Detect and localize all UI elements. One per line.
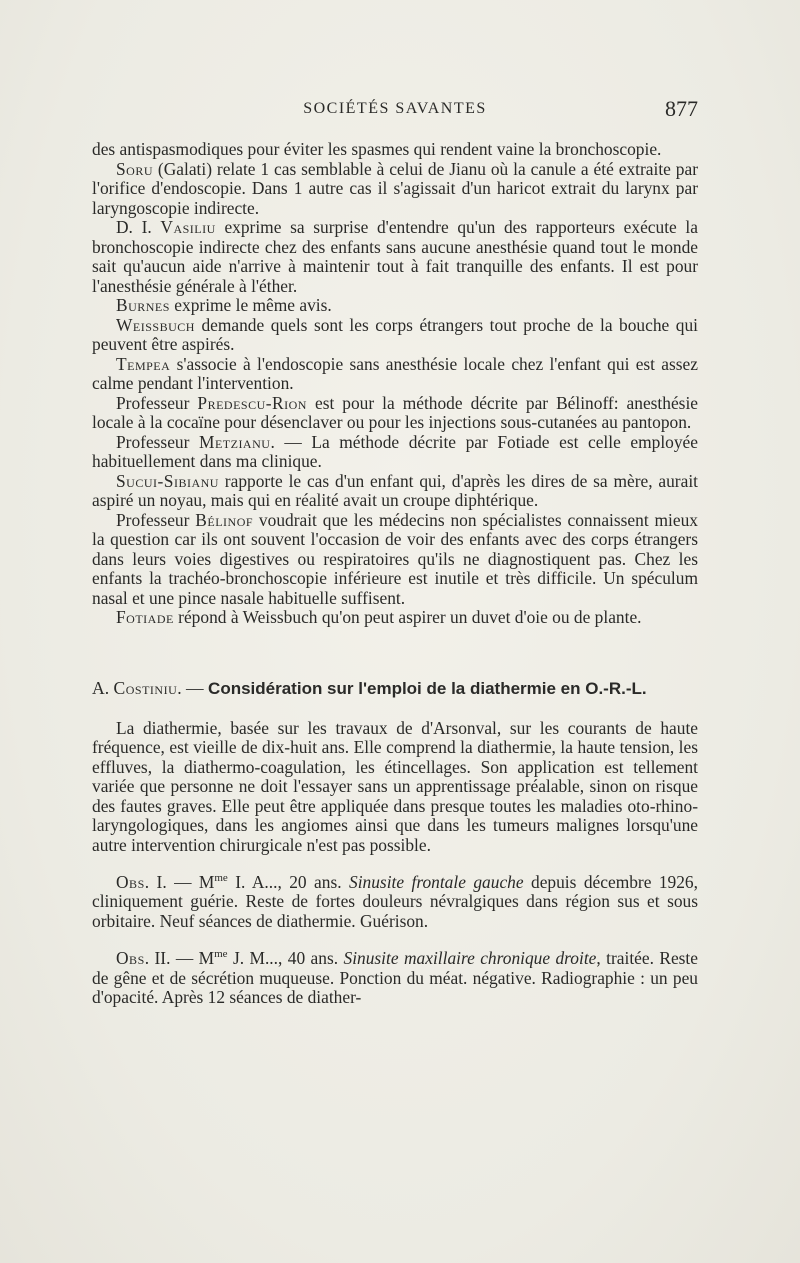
article-author: Costiniu [113, 677, 178, 698]
paragraph: D. I. Vasiliu exprime sa surprise d'entendre qu'un des rapporteurs exécute la bronchoscopie indirecte chez des enfants sans aucune anesthésie quand tout le monde sait qu'aucun aide n'arrive à maintenir tout à fait tranquille des enfants. Il est pour l'anesthésie générale à l'éther. [92, 217, 698, 296]
paragraph: Weissbuch demande quels sont les corps étrangers tout proche de la bouche qui peuvent être aspirés. [92, 314, 698, 354]
paragraph: des antispasmodiques pour éviter les spasmes qui rendent vaine la bronchoscopie. [92, 139, 662, 159]
paragraph: Tempea s'associe à l'endoscopie sans anesthésie locale chez l'enfant qui est assez calme pendant l'intervention. [92, 353, 698, 393]
article-title: Considération sur l'emploi de la diathermie en O.-R.-L. [208, 678, 647, 698]
page-number: 877 [665, 96, 698, 121]
diagnosis: Sinusite maxillaire chronique droite [343, 948, 597, 969]
diagnosis: Sinusite frontale gauche [349, 871, 524, 892]
speaker-name: Soru [116, 158, 154, 179]
page-header [92, 96, 698, 130]
speaker-name: Sucui-Sibianu [116, 470, 219, 491]
article-heading: A. Costiniu. — Considération sur l'emploi de la diathermie en O.-R.-L. [92, 677, 647, 698]
speaker-name: Bélinof [195, 509, 254, 530]
speaker-name: Metzianu [198, 431, 271, 452]
speaker-name: Weissbuch [116, 314, 195, 335]
page-body [92, 140, 698, 1008]
speaker-name: Burnes [116, 295, 170, 315]
observation: Obs. II. — $M^{me}$ J. M..., 40 ans. Sinusite maxillaire chronique droite, traitée. Reste de gêne et de sécrétion muqueuse. Ponction du méat. négative. Radiographie : un peu d'opacité. Après 12 séances de diather- [92, 948, 698, 1008]
running-head: SOCIÉTÉS SAVANTES [303, 100, 487, 117]
paragraph: Professeur Metzianu. — La méthode décrite par Fotiade est celle employée habituellement dans ma clinique. [92, 431, 698, 471]
speaker-name: Tempea [116, 353, 171, 374]
article-paragraph: La diathermie, basée sur les travaux de d'Arsonval, sur les courants de haute fréquence, est vieille de dix-huit ans. Elle comprend la diathermie, la haute tension, les effluves, la diathermo-coagulation, les étincellages. Son application est tellement variée que personne ne doit l'essayer sans un apprentissage préalable, sinon on risque des fautes graves. Elle peut être appliquée dans presque toutes les maladies oto-rhino-laryngologiques, dans les angiomes ainsi que dans les tumeurs malignes lorsqu'une autre intervention chirurgicale n'est pas possible. [92, 717, 698, 855]
paragraph: Sucui-Sibianu rapporte le cas d'un enfant qui, d'après les dires de sa mère, aurait aspiré un noyau, mais qui en réalité avait un croupe diphtérique. [92, 470, 698, 510]
paragraph: Professeur Bélinof voudrait que les médecins non spécialistes connaissent mieux la question car ils ont souvent l'occasion de voir des enfants avec des corps étrangers dans leurs voies digestives ou respiratoires qu'ils ne diagnostiquent pas. Chez les enfants la trachéo-bronchoscopie inférieure est inutile et très difficile. Un spéculum nasal et une pince nasale habituelle suffisent. [92, 509, 698, 608]
paragraph: Burnes exprime le même avis. [116, 295, 332, 315]
speaker-name: Fotiade [116, 607, 174, 627]
observation-label: Obs [116, 871, 145, 892]
observation-label: Obs [116, 948, 145, 969]
speaker-name: Vasiliu [160, 217, 216, 237]
paragraph: Professeur Predescu-Rion est pour la méthode décrite par Bélinoff: anesthésie locale à la cocaïne pour désenclaver ou pour les injections sous-cutanées au pantopon. [92, 392, 698, 432]
paragraph: Soru (Galati) relate 1 cas semblable à celui de Jianu où la canule a été extraite par l'orifice d'endoscopie. Dans 1 autre cas il s'agissait d'un haricot extrait du larynx par laryngoscopie indirecte. [92, 158, 698, 218]
observation: Obs. I. — $M^{me}$ I. A..., 20 ans. Sinusite frontale gauche depuis décembre 1926, cliniquement guérie. Reste de fortes douleurs névralgiques dans région sus et sous orbitaire. Neuf séances de diathermie. Guérison. [92, 871, 698, 931]
speaker-name: Predescu-Rion [197, 392, 307, 413]
paragraph: Fotiade répond à Weissbuch qu'on peut aspirer un duvet d'oie ou de plante. [116, 607, 642, 627]
